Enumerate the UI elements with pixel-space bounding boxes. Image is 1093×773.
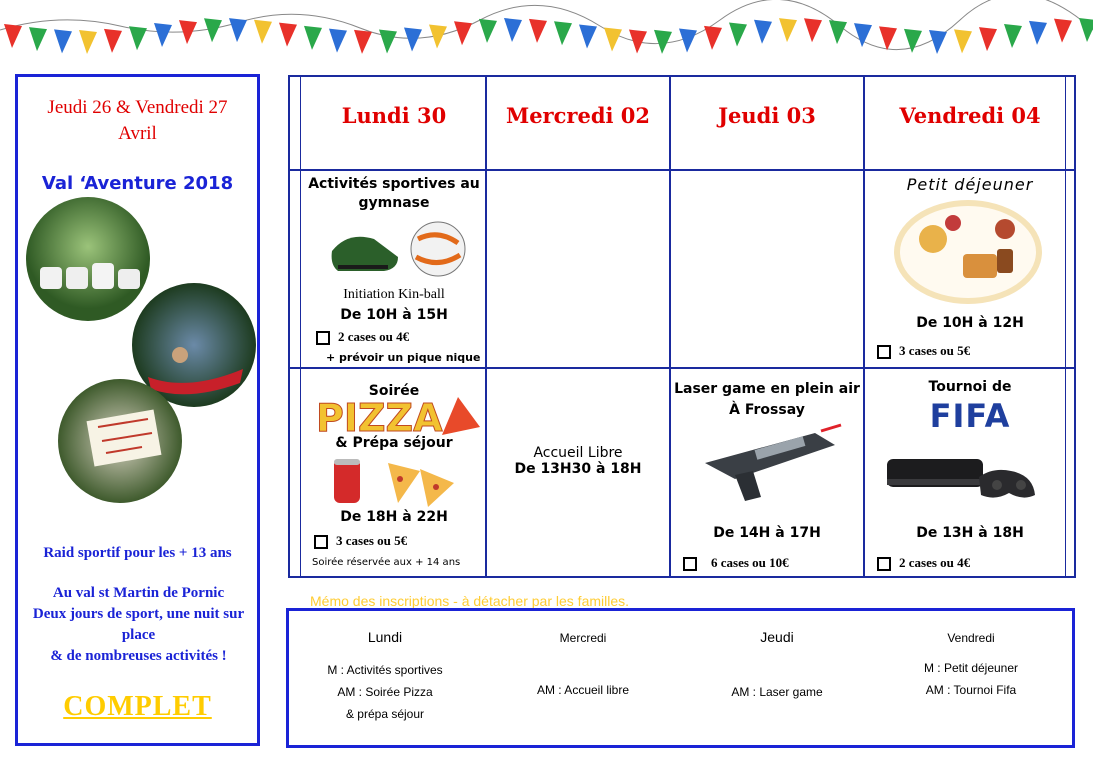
status-complet: COMPLET (63, 691, 212, 722)
kinball-icon (411, 222, 465, 276)
activity-title-line-1: Activités sportives au (308, 176, 480, 192)
price-row (877, 343, 970, 359)
day-header-jeudi: Jeudi 03 (718, 103, 816, 128)
event-sidebar (15, 74, 260, 746)
checkbox[interactable] (683, 557, 697, 571)
garland-flag (879, 26, 897, 50)
memo-line: AM : Soirée Pizza (337, 685, 433, 699)
price-row (877, 555, 970, 571)
activity-time: De 13H à 18H (916, 525, 1024, 541)
raid-description: Raid sportif pour les + 13 ans (43, 545, 232, 561)
place-line-4: & de nombreuses activités ! (50, 648, 227, 664)
activity-title-line-1: Soirée (368, 383, 420, 399)
dates-line-2: Avril (118, 123, 157, 144)
activity-note: Soirée réservée aux + 14 ans (312, 557, 461, 568)
garland-flag (254, 20, 272, 44)
activity-time: De 10H à 12H (916, 315, 1024, 331)
checkbox[interactable] (316, 331, 330, 345)
garland-flag (729, 23, 747, 47)
activity-title (671, 379, 863, 421)
location-description (22, 583, 255, 667)
garland-flag (579, 25, 597, 49)
activity-title-line-2: & Prépa séjour (335, 435, 453, 451)
memo-line: AM : Accueil libre (536, 683, 630, 697)
price-row (316, 329, 409, 345)
photo-collage (18, 197, 263, 527)
garland-flag (1029, 21, 1047, 45)
price-label: 3 cases ou 5€ (899, 343, 971, 358)
sport-shoes-icon (328, 221, 468, 281)
memo-line: M : Petit déjeuner (923, 661, 1019, 675)
garland-flag (204, 18, 222, 42)
garland-flag (804, 18, 822, 42)
garland-flag (554, 21, 572, 45)
garland-flag (329, 29, 347, 53)
garland-flag (404, 28, 422, 52)
activity-title-line-2: gymnase (358, 195, 430, 211)
activity-title-line-1: Laser game en plein air (674, 381, 860, 397)
activity-time: De 18H à 22H (340, 509, 448, 525)
memo-day: Jeudi (760, 629, 794, 645)
cell-mercredi-afternoon (487, 445, 669, 477)
cell-jeudi-afternoon (671, 379, 863, 575)
memo-line: AM : Laser game (731, 685, 823, 699)
place-line-3: place (121, 627, 156, 643)
fifa-logo: FIFA (929, 397, 1011, 435)
garland-flag (854, 23, 872, 47)
activity-time: De 13H30 à 18H (514, 461, 642, 477)
breakfast-icon (893, 199, 1043, 305)
garland-flag (679, 29, 697, 53)
memo-line: AM : Tournoi Fifa (925, 683, 1017, 697)
garland-flag (29, 27, 47, 51)
garland-flag (829, 20, 847, 44)
memo-column-jeudi (687, 629, 867, 703)
garland-flag (504, 18, 522, 42)
garland-flag (54, 29, 72, 53)
price-row (314, 533, 407, 549)
cell-vendredi-morning (865, 175, 1075, 365)
memo-line: & prépa séjour (345, 707, 425, 721)
garland-flag (529, 19, 547, 43)
garland-flag (379, 30, 397, 54)
dates-line-1: Jeudi 26 & Vendredi 27 (47, 97, 228, 118)
memo-line (687, 659, 867, 681)
soda-can-icon (328, 453, 458, 509)
memo-column-lundi (295, 629, 475, 725)
photo-straw-bales (26, 197, 150, 321)
activity-title: Accueil Libre (533, 445, 623, 461)
memo-day: Lundi (367, 629, 403, 645)
price-label: 2 cases ou 4€ (899, 555, 971, 570)
activity-note: + prévoir un pique nique (326, 351, 481, 364)
checkbox[interactable] (877, 345, 891, 359)
game-console-icon (883, 449, 1043, 509)
garland-flag (129, 26, 147, 50)
garland-flag (604, 28, 622, 52)
memo-column-mercredi (493, 631, 673, 701)
garland-flag (154, 23, 172, 47)
checkbox[interactable] (314, 535, 328, 549)
activity-title: Tournoi de (928, 379, 1012, 395)
garland-flag (479, 19, 497, 43)
memo-day: Mercredi (559, 631, 607, 645)
garland-icon (0, 0, 1093, 60)
garland-flag (229, 18, 247, 42)
garland-flag (454, 21, 472, 45)
garland-flag (979, 27, 997, 51)
garland-flag (754, 20, 772, 44)
garland-flag (1054, 19, 1072, 43)
activity-title-line-2: À Frossay (729, 402, 805, 418)
schedule-table (288, 75, 1076, 578)
event-title: Val ‘Aventure 2018 (41, 173, 234, 194)
price-row (683, 555, 789, 571)
garland-flag (1004, 24, 1022, 48)
memo-line: M : Activités sportives (327, 663, 443, 677)
garland-flag (654, 30, 672, 54)
price-label: 2 cases ou 4€ (338, 329, 410, 344)
cell-lundi-afternoon (302, 373, 486, 575)
garland-flag (629, 30, 647, 54)
price-label: 6 cases ou 10€ (711, 555, 789, 570)
memo-box (286, 608, 1075, 748)
memo-line (493, 657, 673, 679)
activity-time: De 10H à 15H (340, 307, 448, 323)
garland-flag (929, 30, 947, 54)
activity-subtitle: Initiation Kin-ball (343, 287, 445, 302)
garland-flag (354, 30, 372, 54)
laser-gun-icon (695, 423, 845, 503)
event-dates (18, 95, 257, 147)
checkbox[interactable] (877, 557, 891, 571)
garland-flag (279, 23, 297, 47)
place-line-1: Au val st Martin de Pornic (52, 585, 225, 601)
garland-flag (779, 18, 797, 42)
garland-flag (704, 26, 722, 50)
cell-lundi-morning (302, 175, 486, 365)
garland-flag (79, 30, 97, 54)
garland-flag (104, 29, 122, 53)
activity-time: De 14H à 17H (713, 525, 821, 541)
memo-column-vendredi (881, 631, 1061, 701)
garland-flag (4, 24, 22, 48)
price-label: 3 cases ou 5€ (336, 533, 408, 548)
place-line-2: Deux jours de sport, une nuit sur (32, 606, 245, 622)
activity-title (302, 175, 486, 213)
cell-vendredi-afternoon (865, 379, 1075, 575)
garland-flag (954, 29, 972, 53)
memo-day: Vendredi (947, 631, 995, 645)
day-header-mercredi: Mercredi 02 (505, 103, 651, 128)
activity-title: Petit déjeuner (906, 175, 1034, 194)
garland-flag (1079, 18, 1093, 42)
pizza-word: PIZZA (316, 396, 443, 439)
memo-title: Mémo des inscriptions - à détacher par les familles. (310, 593, 630, 609)
day-header-vendredi: Vendredi 04 (899, 103, 1041, 128)
day-header-lundi: Lundi 30 (341, 103, 447, 128)
garland-flag (304, 26, 322, 50)
